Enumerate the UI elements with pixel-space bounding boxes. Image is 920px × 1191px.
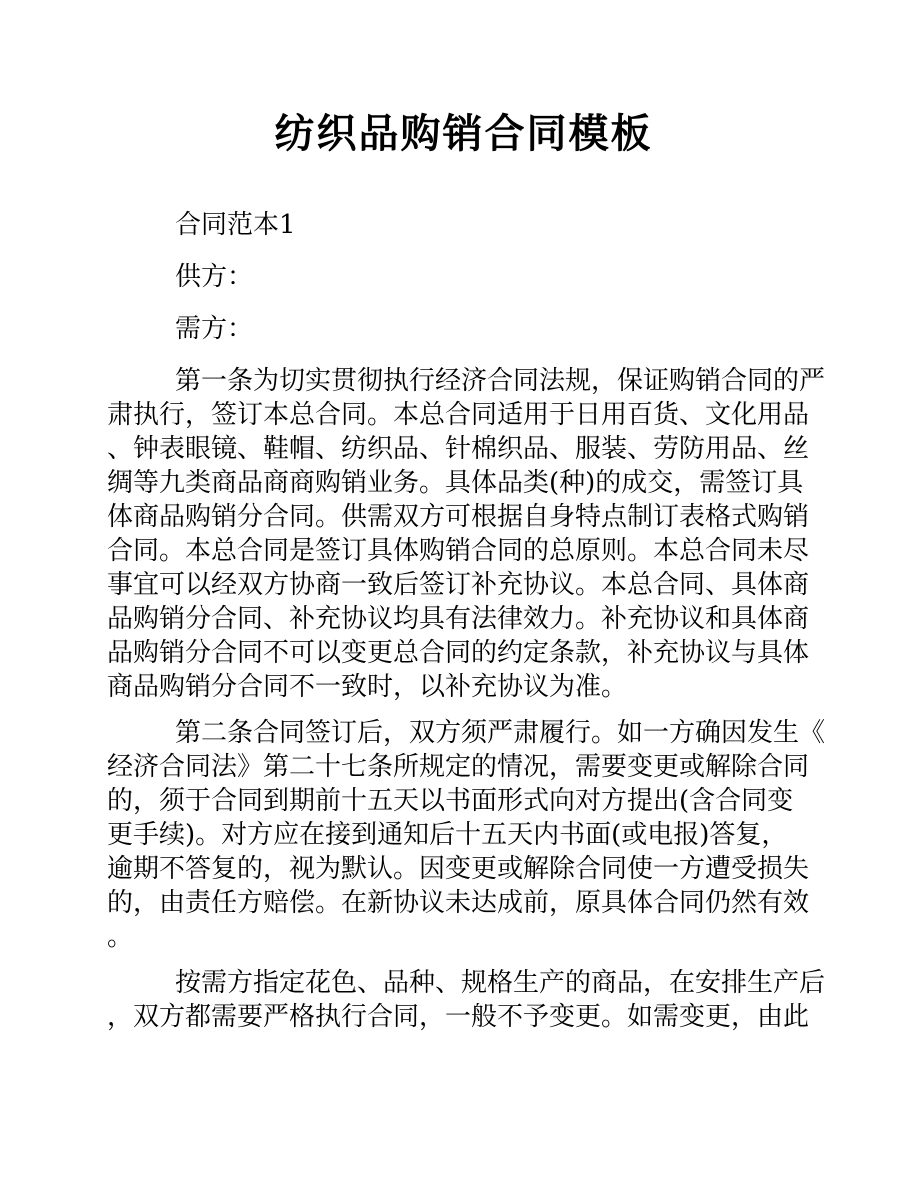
text-line: 逾期不答复的，视为默认。因变更或解除合同使一方遭受损失 [107,854,810,884]
document-title: 纺织品购销合同模板 [274,111,653,157]
text-line: 合同。本总合同是签订具体购销合同的总原则。本总合同未尽 [107,536,810,566]
text-line: 肃执行，签订本总合同。本总合同适用于日用百货、文化用品 [107,400,810,430]
text-line: 按需方指定花色、品种、规格生产的商品，在安排生产后 [175,968,826,998]
text-line: 第二条合同签订后，双方须严肃履行。如一方确因发生《 [175,718,826,748]
text-line: 品购销分合同不可以变更总合同的约定条款，补充协议与具体 [107,638,810,668]
text-line: 品购销分合同、补充协议均具有法律效力。补充协议和具体商 [107,604,810,634]
supplier-label: 供方： [175,262,254,292]
text-line: 的，由责任方赔偿。在新协议未达成前，原具体合同仍然有效 [107,888,810,918]
contract-version-label: 合同范本1 [175,210,296,240]
text-line: 、钟表眼镜、鞋帽、纺织品、针棉织品、服装、劳防用品、丝 [107,434,810,464]
text-line: 绸等九类商品商商购销业务。具体品类(种)的成交，需签订具 [107,468,804,498]
text-line: 事宜可以经双方协商一致后签订补充协议。本总合同、具体商 [107,570,810,600]
text-line: 第一条为切实贯彻执行经济合同法规，保证购销合同的严 [175,366,826,396]
text-line: 体商品购销分合同。供需双方可根据自身特点制订表格式购销 [107,502,810,532]
paragraph-clause-2 [107,716,826,954]
text-line: 。 [107,922,134,952]
text-line: 更手续)。对方应在接到通知后十五天内书面(或电报)答复， [107,820,788,850]
text-line: 的，须于合同到期前十五天以书面形式向对方提出(含合同变 [107,786,794,816]
text-line: 经济合同法》第二十七条所规定的情况，需要变更或解除合同 [107,752,810,782]
buyer-label: 需方： [175,314,254,344]
paragraph-clause-1 [107,364,826,704]
text-line: ，双方都需要严格执行合同，一般不予变更。如需变更，由此 [107,1002,810,1032]
text-line: 商品购销分合同不一致时，以补充协议为准。 [107,672,628,702]
paragraph-clause-3 [107,966,826,1034]
